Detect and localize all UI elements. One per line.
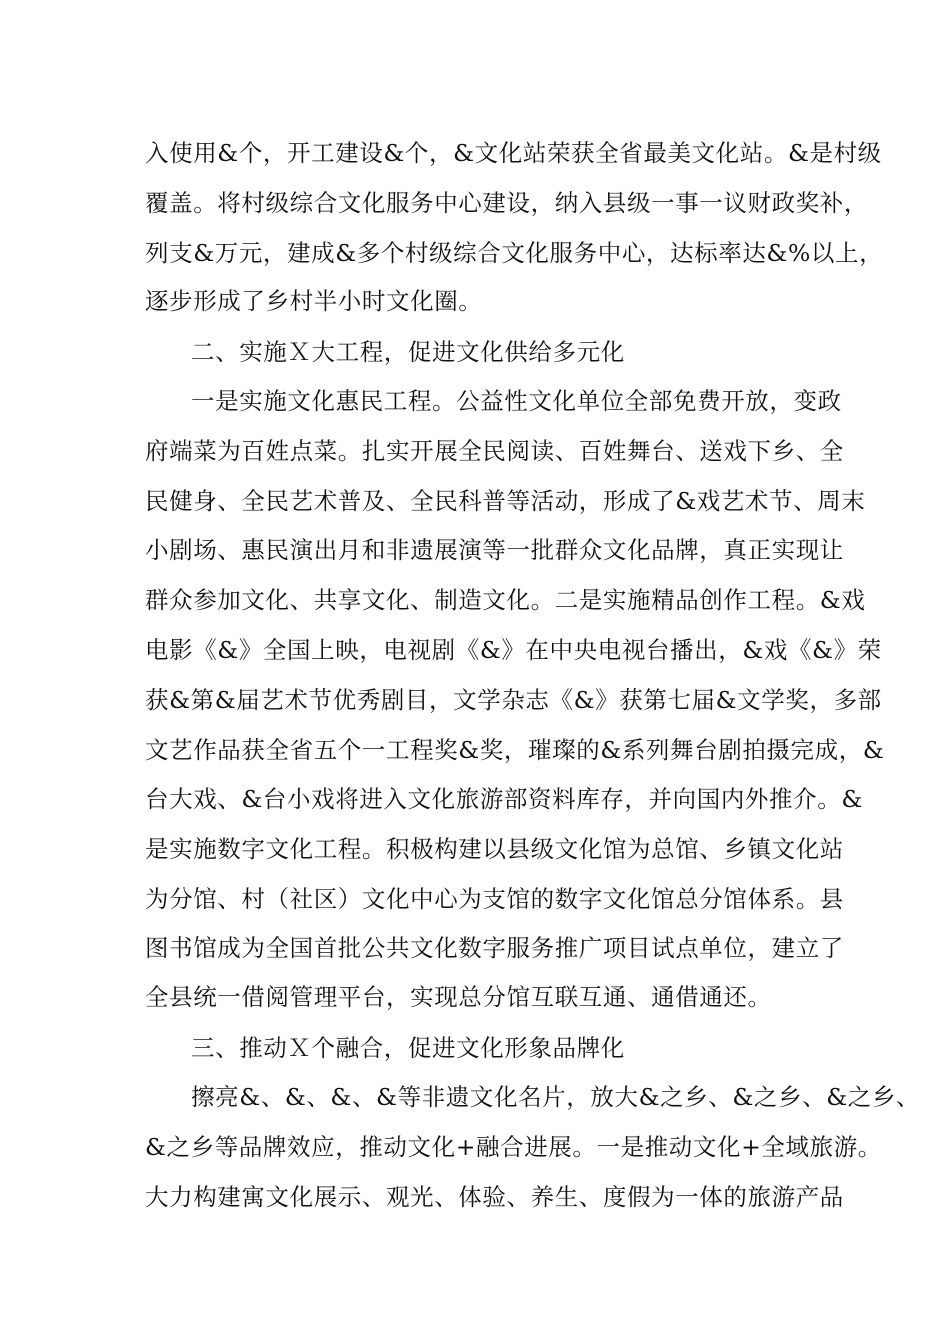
paragraph-line: 大力构建寓文化展示、观光、体验、养生、度假为一体的旅游产品: [145, 1183, 844, 1211]
paragraph-line: 列支&万元，建成&多个村级综合文化服务中心，达标率达&%以上，: [145, 239, 884, 267]
paragraph-line: 全县统一借阅管理平台，实现总分馆互联互通、通借通还。: [145, 983, 772, 1011]
paragraph-line: 府端菜为百姓点菜。扎实开展全民阅读、百姓舞台、送戏下乡、全: [145, 437, 844, 465]
paragraph-line: 逐步形成了乡村半小时文化圈。: [145, 287, 483, 315]
paragraph-line: 台大戏、&台小戏将进入文化旅游部资料库存，并向国内外推介。&: [145, 785, 863, 813]
paragraph-line: 为分馆、村（社区）文化中心为支馆的数字文化馆总分馆体系。县: [145, 885, 844, 913]
paragraph-line: 入使用&个，开工建设&个，&文化站荣获全省最美文化站。&是村级: [145, 139, 882, 167]
section-heading-2: 二、实施Ｘ大工程，促进文化供给多元化: [191, 338, 625, 366]
paragraph-line: 获&第&届艺术节优秀剧目，文学杂志《&》获第七届&文学奖，多部: [145, 686, 882, 714]
paragraph-line: 是实施数字文化工程。积极构建以县级文化馆为总馆、乡镇文化站: [145, 835, 844, 863]
section-heading-3: 三、推动Ｘ个融合，促进文化形象品牌化: [191, 1034, 625, 1062]
paragraph-line: 覆盖。将村级综合文化服务中心建设，纳入县级一事一议财政奖补，: [145, 189, 868, 217]
paragraph-line: 电影《&》全国上映，电视剧《&》在中央电视台播出，&戏《&》荣: [145, 636, 882, 664]
paragraph-line: 群众参加文化、共享文化、制造文化。二是实施精品创作工程。&戏: [145, 586, 866, 614]
paragraph-line: 图书馆成为全国首批公共文化数字服务推广项目试点单位，建立了: [145, 934, 844, 962]
paragraph-line: 民健身、全民艺术普及、全民科普等活动，形成了&戏艺术节、周末: [145, 487, 866, 515]
paragraph-line: 文艺作品获全省五个一工程奖&奖，璀璨的&系列舞台剧拍摄完成，&: [145, 736, 885, 764]
paragraph-line: 小剧场、惠民演出月和非遗展演等一批群众文化品牌，真正实现让: [145, 536, 844, 564]
paragraph-line: 擦亮&、&、&、&等非遗文化名片，放大&之乡、&之乡、&之乡、: [191, 1083, 921, 1111]
paragraph-line: &之乡等品牌效应，推动文化+融合进展。一是推动文化+全域旅游。: [145, 1133, 882, 1161]
paragraph-line: 一是实施文化惠民工程。公益性文化单位全部免费开放，变政: [191, 387, 842, 415]
